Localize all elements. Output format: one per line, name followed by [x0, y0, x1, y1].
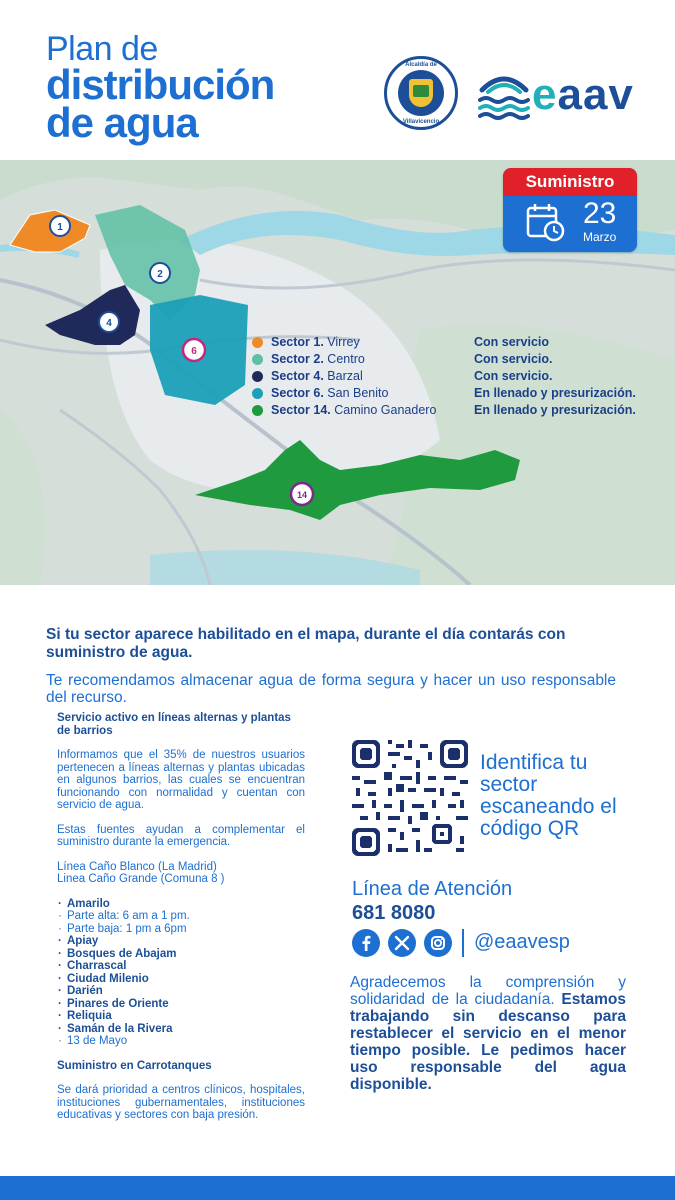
neighborhood-list: [57, 898, 305, 1048]
calendar-clock-icon: [525, 202, 565, 242]
legend-sector-name: Centro: [327, 352, 365, 366]
alt-lines-paragraph: Informamos que el 35% de nuestros usuarios pertenecen a líneas alternas y plantas ubicadas en algunos barrios, las cuales se encuentran funcionando con normalidad y cuentan con servicio de agua.: [57, 749, 305, 811]
svg-text:1: 1: [57, 222, 63, 233]
water-waves-icon: [478, 70, 530, 120]
badge-month: Marzo: [583, 230, 617, 244]
title-line-3: de agua: [46, 99, 198, 146]
eaav-wordmark: eaav: [532, 70, 634, 119]
carrotanques-paragraph: Se dará prioridad a centros clínicos, hospitales, instituciones gubernamentales, instituciones educativas y sectores con baja presión.: [57, 1084, 305, 1121]
badge-label: Suministro: [503, 168, 637, 196]
title-line-2: distribución: [46, 61, 275, 108]
qr-instructions: Identifica tu sector escaneando el código QR: [480, 751, 617, 840]
seal-text-bottom: Villavicencio: [402, 119, 440, 125]
legend-color-dot: [252, 337, 263, 348]
title-line-1: Plan de: [46, 30, 158, 68]
x-twitter-icon[interactable]: [388, 929, 416, 957]
intro-text: Si tu sector aparece habilitado en el mapa, durante el día contarás con suministro de agua.: [46, 626, 566, 661]
list-item: · Ciudad Milenio: [57, 973, 305, 986]
alt-lines-paragraph-2: Estas fuentes ayudan a complementar el suministro durante la emergencia.: [57, 823, 305, 848]
legend-sector: Sector 4.: [271, 369, 324, 383]
list-item: · Reliquia: [57, 1010, 305, 1023]
thanks-bold: Estamos trabajando sin descanso para restablecer el servicio en el menor tiempo posible. Le pedimos hacer uso responsable del agua disponible.: [350, 991, 627, 1093]
recommendation-text: Te recomendamos almacenar agua de forma segura y hacer un uso responsable del recurso.: [46, 672, 616, 706]
list-item: · Amarilo: [57, 898, 305, 911]
list-item: · Parte alta: 6 am a 1 pm.: [57, 910, 305, 923]
list-item: · Apiay: [57, 935, 305, 948]
marker-2: [150, 263, 170, 283]
alternate-lines-section: [57, 712, 305, 1122]
suministro-date-badge: [503, 168, 637, 252]
marker-4: [99, 312, 119, 332]
legend-sector: Sector 14.: [271, 403, 331, 417]
list-item: · Darién: [57, 985, 305, 998]
list-item: · Parte baja: 1 pm a 6pm: [57, 923, 305, 936]
legend-sector: Sector 6.: [271, 386, 324, 400]
facebook-icon[interactable]: [352, 929, 380, 957]
list-item: · Samán de la Rivera: [57, 1023, 305, 1036]
legend-sector-name: Barzal: [327, 369, 363, 383]
legend-status: Con servicio: [474, 335, 550, 349]
legend-sector: Sector 2.: [271, 352, 324, 366]
divider: [462, 929, 464, 957]
legend-row-sector-14: [252, 402, 672, 419]
legend-status: Con servicio.: [474, 369, 553, 383]
alcaldia-seal-logo: [384, 56, 458, 130]
legend-row-sector-6: [252, 385, 672, 402]
line-cano-grande: Linea Caño Grande (Comuna 8 ): [57, 873, 225, 885]
eaav-logo: [478, 70, 648, 120]
marker-1: [50, 216, 70, 236]
thanks-message: [350, 974, 626, 1093]
hotline-title: Línea de Atención: [352, 878, 513, 900]
marker-14: [291, 483, 313, 505]
svg-text:6: 6: [191, 346, 197, 357]
list-item: · Bosques de Abajam: [57, 948, 305, 961]
line-cano-blanco: Línea Caño Blanco (La Madrid): [57, 860, 217, 873]
social-handle[interactable]: @eaavesp: [474, 931, 570, 953]
map-legend: [252, 334, 672, 419]
page-title: [46, 32, 274, 144]
legend-row-sector-1: [252, 334, 672, 351]
legend-color-dot: [252, 354, 263, 365]
list-item: · Charrascal: [57, 960, 305, 973]
thanks-plain: Agradecemos la comprensión y solidaridad de la ciudadanía.: [350, 974, 626, 1008]
svg-text:4: 4: [106, 318, 112, 329]
legend-status: Con servicio.: [474, 352, 553, 366]
alt-lines-heading: Servicio activo en líneas alternas y plantas de barrios: [57, 712, 291, 737]
seal-text-top: Alcaldía de: [405, 62, 437, 68]
legend-status: En llenado y presurización.: [474, 386, 636, 400]
legend-sector-name: Virrey: [327, 335, 360, 349]
legend-row-sector-2: [252, 351, 672, 368]
carrotanques-heading: Suministro en Carrotanques: [57, 1059, 212, 1072]
svg-text:14: 14: [296, 490, 308, 500]
footer-bar: [0, 1176, 675, 1200]
legend-sector-name: San Benito: [327, 386, 389, 400]
hotline-number[interactable]: 681 8080: [352, 902, 436, 924]
shield-icon: [409, 79, 433, 107]
svg-text:2: 2: [157, 269, 163, 280]
social-links: [352, 927, 652, 959]
legend-status: En llenado y presurización.: [474, 403, 636, 417]
qr-code[interactable]: [352, 740, 468, 856]
legend-row-sector-4: [252, 368, 672, 385]
legend-sector-name: Camino Ganadero: [334, 403, 437, 417]
legend-color-dot: [252, 371, 263, 382]
marker-6: [183, 339, 205, 361]
header: [0, 0, 675, 160]
list-item: · Pinares de Oriente: [57, 998, 305, 1011]
legend-color-dot: [252, 405, 263, 416]
legend-color-dot: [252, 388, 263, 399]
list-item: · 13 de Mayo: [57, 1035, 305, 1048]
instagram-icon[interactable]: [424, 929, 452, 957]
badge-day: 23: [583, 197, 617, 230]
legend-sector: Sector 1.: [271, 335, 324, 349]
